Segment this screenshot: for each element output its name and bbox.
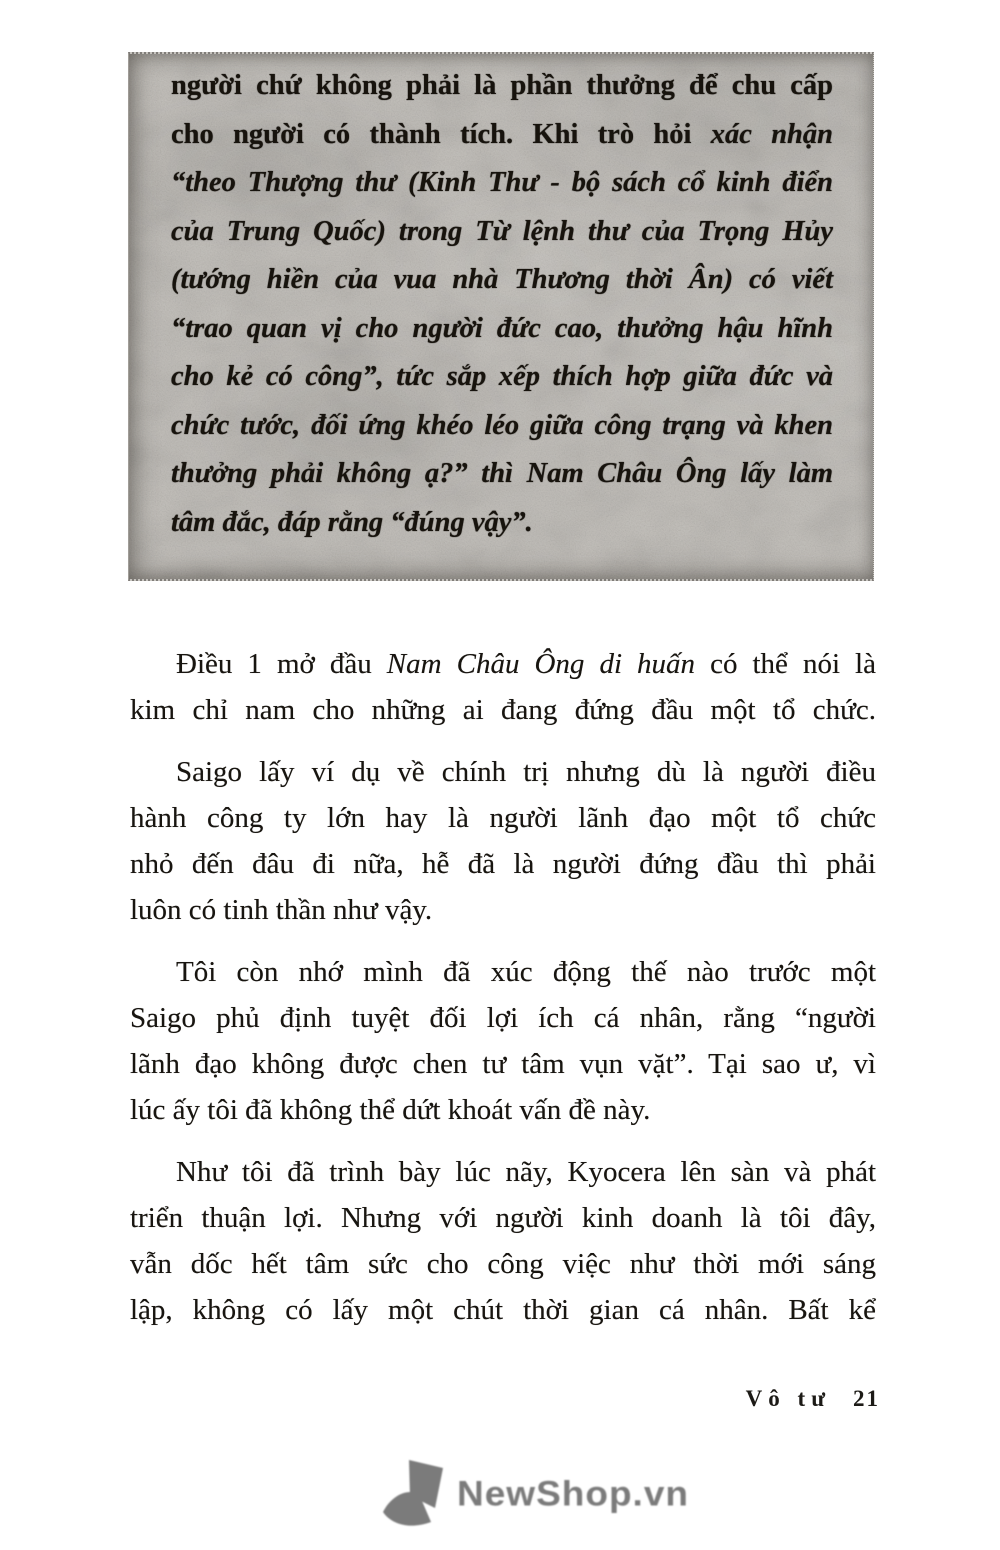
text-line — [130, 1041, 876, 1087]
text-segment: Saigo phủ định tuyệt đối lợi ích cá nhân, rằng “người — [130, 1002, 876, 1034]
text-line — [130, 687, 876, 733]
paragraph — [130, 949, 876, 1133]
text-segment: lúc ấy tôi đã không thể dứt khoát vấn đề này. — [130, 1094, 651, 1126]
paragraph — [130, 749, 876, 933]
quote-text — [129, 54, 873, 547]
text-line — [171, 305, 833, 354]
text-line — [130, 749, 876, 795]
italic-text-segment: thưởng phải không ạ?” thì Nam Châu Ông lấy làm — [171, 458, 833, 489]
newshop-watermark — [383, 1458, 689, 1530]
text-line — [171, 256, 833, 305]
text-segment: Như tôi đã trình bày lúc nãy, Kyocera lên sàn và phát — [176, 1156, 876, 1188]
italic-text-segment: Nam Châu Ông di huấn — [386, 648, 696, 680]
text-segment: vẫn dốc hết tâm sức cho công việc như thời mới sáng — [130, 1248, 876, 1280]
italic-text-segment: “theo Thượng thư (Kinh Thư - bộ sách cổ kinh điển — [171, 167, 833, 198]
text-line — [130, 887, 876, 933]
text-line — [171, 499, 833, 548]
text-line — [171, 450, 833, 499]
text-line — [130, 1287, 876, 1333]
text-segment: Điều 1 mở đầu — [176, 648, 387, 680]
text-line — [130, 995, 876, 1041]
text-segment: hành công ty lớn hay là người lãnh đạo một tổ chức — [130, 802, 876, 834]
paragraph — [130, 1149, 876, 1333]
text-line — [171, 208, 833, 257]
body-text — [130, 641, 876, 1349]
running-title: Vô tư — [745, 1386, 831, 1411]
text-line — [171, 62, 833, 111]
paragraph — [130, 641, 876, 733]
italic-text-segment: xác nhận — [710, 118, 833, 150]
italic-text-segment: “trao quan vị cho người đức cao, thưởng hậu hĩnh — [171, 312, 833, 344]
italic-text-segment: tâm đắc, đáp rằng “đúng vậy”. — [171, 506, 533, 538]
text-segment: người chứ không phải là phần thưởng để chu cấp — [171, 70, 833, 101]
italic-text-segment: (tướng hiền của vua nhà Thương thời Ân) có viết — [171, 264, 833, 295]
text-segment: kim chỉ nam cho những ai đang đứng đầu một tổ chức. — [130, 694, 876, 726]
text-segment: cho người có thành tích. Khi trò hỏi — [171, 118, 711, 150]
text-segment: lãnh đạo không được chen tư tâm vụn vặt”. Tại sao ư, vì — [130, 1048, 876, 1080]
text-segment: triển thuận lợi. Nhưng với người kinh doanh là tôi đây, — [130, 1202, 876, 1234]
text-line — [130, 1087, 876, 1133]
text-segment: Tôi còn nhớ mình đã xúc động thế nào trước một — [176, 956, 876, 988]
text-line — [130, 1241, 876, 1287]
text-line — [130, 1149, 876, 1195]
text-line — [171, 402, 833, 451]
italic-text-segment: của Trung Quốc) trong Từ lệnh thư của Trọng Hủy — [171, 215, 833, 247]
text-line — [130, 641, 876, 687]
text-line — [130, 795, 876, 841]
italic-text-segment: cho kẻ có công”, tức sắp xếp thích hợp giữa đức và — [171, 361, 833, 392]
quote-box — [128, 52, 874, 581]
text-line — [171, 111, 833, 160]
text-segment: lập, không có lấy một chút thời gian cá nhân. Bất kể — [130, 1294, 876, 1326]
text-segment: có thể nói là — [695, 648, 876, 680]
italic-text-segment: chức tước, đối ứng khéo léo giữa công trạng và khen — [171, 409, 833, 441]
text-segment: nhỏ đến đâu đi nữa, hễ đã là người đứng đầu thì phải — [130, 848, 876, 880]
text-segment: luôn có tinh thần như vậy. — [130, 894, 433, 926]
text-line — [171, 159, 833, 208]
text-line — [130, 841, 876, 887]
page-footer — [746, 1386, 880, 1412]
text-line — [171, 353, 833, 402]
newshop-logo-text: NewShop.vn — [457, 1474, 690, 1513]
text-line — [130, 949, 876, 995]
page-number: 21 — [853, 1386, 880, 1411]
text-line — [130, 1195, 876, 1241]
text-segment: Saigo lấy ví dụ về chính trị nhưng dù là người điều — [176, 756, 876, 788]
newshop-logo-icon — [383, 1458, 447, 1530]
